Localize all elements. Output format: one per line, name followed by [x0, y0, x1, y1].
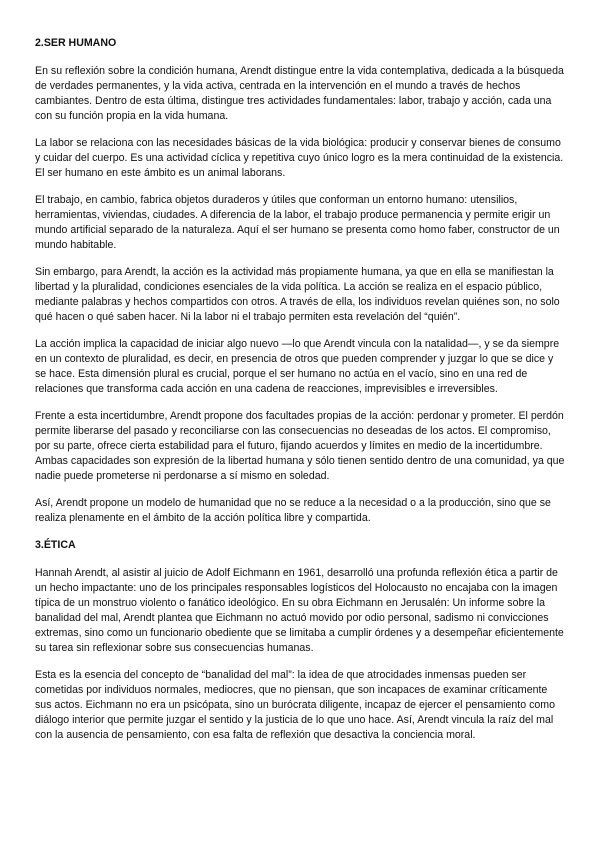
- paragraph-natalidad: La acción implica la capacidad de iniciar algo nuevo —lo que Arendt vincula con la natalidad—, y se da siempre en un contexto de pluralidad, es decir, en presencia de otros que pueden comprender y juzgar lo que se dice y se hace. Esta dimensión plural es crucial, porque el ser humano no actúa en el vacío, sino en una red de relaciones que transforma cada acción en una cadena de reacciones, imprevisibles e irreversibles.: [35, 338, 560, 395]
- paragraph-eichmann: Hannah Arendt, al asistir al juicio de Adolf Eichmann en 1961, desarrolló una profunda reflexión ética a partir de un hecho impactante: uno de los principales responsables logísticos del Holocausto no encajaba con la imagen típica de un monstruo violento o fanático ideológico. En su obra Eichmann en Jerusalén: Un informe sobre la banalidad del mal, Arendt plantea que Eichmann no actuó movido por odio personal, sadismo ni convicciones extremas, sino como un funcionario obediente que se limitaba a cumplir órdenes y a desempeñar eficientemente su tarea sin reflexionar sobre sus consecuencias humanas.: [35, 567, 564, 654]
- paragraph-labor: La labor se relaciona con las necesidades básicas de la vida biológica: producir y conservar bienes de consumo y cuidar del cuerpo. Es una actividad cíclica y repetitiva cuyo único logro es la mera continuidad de la existencia. El ser humano en este ámbito es un animal laborans.: [35, 137, 564, 179]
- section-heading-etica: 3.ÉTICA: [35, 539, 76, 551]
- paragraph-accion: Sin embargo, para Arendt, la acción es la actividad más propiamente humana, ya que en ella se manifiestan la libertad y la pluralidad, condiciones esenciales de la vida política. La acción se realiza en el espacio público, mediante palabras y hechos compartidos con otros. A través de ella, los individuos revelan quiénes son, no solo qué hacen o qué saben hacer. Ni la labor ni el trabajo permiten esta revelación del “quién”.: [35, 266, 560, 323]
- paragraph-trabajo: El trabajo, en cambio, fabrica objetos duraderos y útiles que conforman un entorno humano: utensilios, herramientas, viviendas, ciudades. A diferencia de la labor, el trabajo produce permanencia y permite erigir un mundo artificial separado de la naturaleza. Aquí el ser humano se presenta como homo faber, constructor de un mundo habitable.: [35, 194, 560, 251]
- paragraph-banalidad-del-mal: Esta es la esencia del concepto de “banalidad del mal”: la idea de que atrocidades inmensas pueden ser cometidas por individuos normales, mediocres, que no piensan, que son incapaces de examinar críticamente sus actos. Eichmann no era un psicópata, sino un burócrata diligente, incapaz de ejercer el pensamiento como diálogo interior que permite juzgar el sentido y la justicia de lo que uno hace. Así, Arendt vincula la raíz del mal con la ausencia de pensamiento, con esa falta de reflexión que desactiva la conciencia moral.: [35, 669, 555, 741]
- paragraph-modelo-humanidad: Así, Arendt propone un modelo de humanidad que no se reduce a la necesidad o a la producción, sino que se realiza plenamente en el ámbito de la acción política libre y compartida.: [35, 497, 551, 524]
- paragraph-vida-activa: En su reflexión sobre la condición humana, Arendt distingue entre la vida contemplativa, dedicada a la búsqueda de verdades permanentes, y la vida activa, centrada en la intervención en el mundo a través de hechos cambiantes. Dentro de esta última, distingue tres actividades fundamentales: labor, trabajo y acción, cada una con su función propia en la vida humana.: [35, 65, 564, 122]
- paragraph-perdonar-prometer: Frente a esta incertidumbre, Arendt propone dos facultades propias de la acción: perdonar y prometer. El perdón permite liberarse del pasado y reconciliarse con las consecuencias no deseadas de los actos. El compromiso, por su parte, ofrece cierta estabilidad para el futuro, fijando acuerdos y límites en medio de la incertidumbre. Ambas capacidades son expresión de la libertad humana y sólo tienen sentido dentro de una comunidad, ya que nadie puede prometerse ni perdonarse a sí mismo en soledad.: [35, 410, 565, 482]
- section-heading-ser-humano: 2.SER HUMANO: [35, 37, 117, 49]
